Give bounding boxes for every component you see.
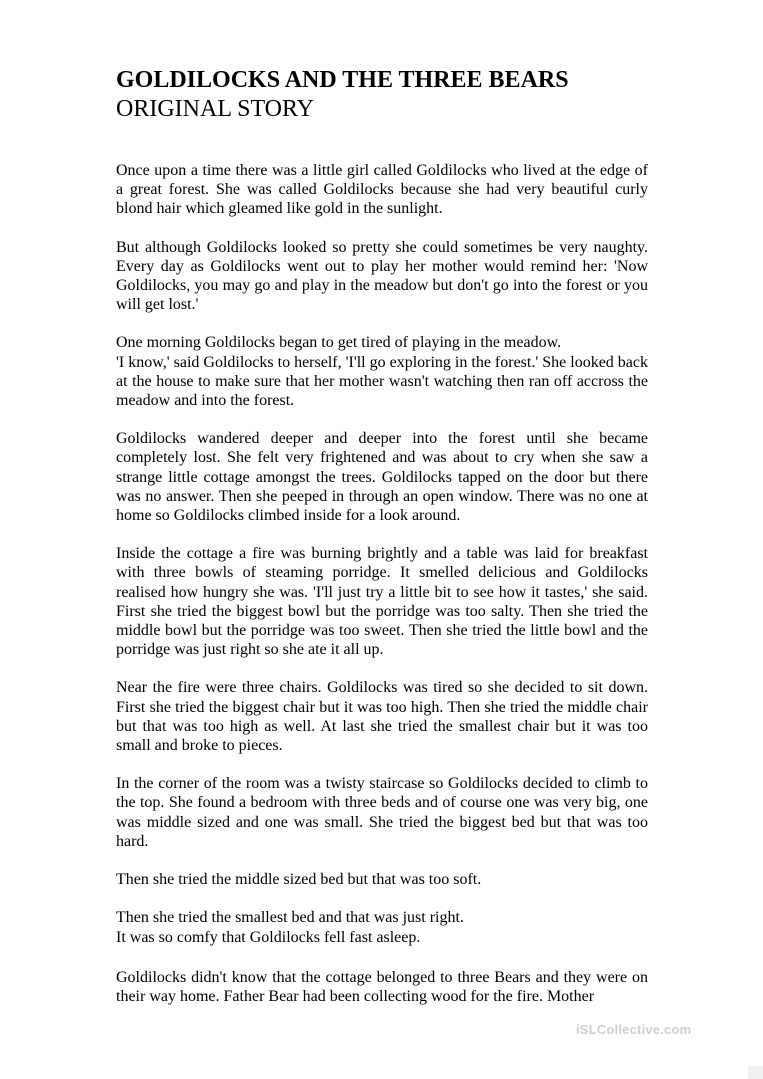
story-paragraph-7: Near the fire were three chairs. Goldilocks was tired so she decided to sit down. First she tried the biggest chair but it was too high. Then she tried the middle chair but that was too high as well. At last she tried the smallest chair but it was too small and broke to pieces. xyxy=(116,679,648,755)
document-title: GOLDILOCKS AND THE THREE BEARS xyxy=(116,67,569,93)
story-paragraph-11: It was so comfy that Goldilocks fell fast asleep. xyxy=(116,928,421,946)
story-paragraph-5: Goldilocks wandered deeper and deeper into the forest until she became completely lost. She felt very frightened and was about to cry when she saw a strange little cottage amongst the trees. Goldilocks tapped on the door but there was no answer. Then she peeped in through an open window. There was no one at home so Goldilocks climbed inside for a look around. xyxy=(116,430,648,525)
story-paragraph-6: Inside the cottage a fire was burning brightly and a table was laid for breakfast with three bowls of steaming porridge. It smelled delicious and Goldilocks realised how hungry she was. 'I'll just try a little bit to see how it tastes,' she said. First she tried the biggest bowl but the porridge was too salty. Then she tried the middle bowl but the porridge was too sweet. Then she tried the little bowl and the porridge was just right so she ate it all up. xyxy=(116,545,648,659)
story-paragraph-9: Then she tried the middle sized bed but that was too soft. xyxy=(116,871,482,889)
story-paragraph-8: In the corner of the room was a twisty staircase so Goldilocks decided to climb to the top. She found a bedroom with three beds and of course one was very big, one was middle sized and one was small. She tried the biggest bed but that was too hard. xyxy=(116,775,648,850)
document-subtitle: ORIGINAL STORY xyxy=(116,96,315,122)
story-paragraph-12: Goldilocks didn't know that the cottage belonged to three Bears and they were on their way home. Father Bear had been collecting wood for the fire. Mother xyxy=(116,969,648,1006)
story-paragraph-10: Then she tried the smallest bed and that was just right. xyxy=(116,909,464,927)
watermark-text: iSLCollective.com xyxy=(576,1022,692,1037)
page-corner-decoration xyxy=(748,1066,763,1079)
story-paragraph-1: Once upon a time there was a little girl called Goldilocks who lived at the edge of a great forest. She was called Goldilocks because she had very beautiful curly blond hair which gleamed like gold in the sunlight. xyxy=(116,162,648,218)
story-paragraph-4: 'I know,' said Goldilocks to herself, 'I'll go exploring in the forest.' She looked back at the house to make sure that her mother wasn't watching then ran off accross the meadow and into the forest. xyxy=(116,353,648,410)
story-body xyxy=(116,161,648,966)
story-paragraph-3: One morning Goldilocks began to get tired of playing in the meadow. xyxy=(116,334,562,352)
story-paragraph-2: But although Goldilocks looked so pretty she could sometimes be very naughty. Every day as Goldilocks went out to play her mother would remind her: 'Now Goldilocks, you may go and play in the meadow but don't go into the forest or you will get lost.' xyxy=(116,238,648,314)
